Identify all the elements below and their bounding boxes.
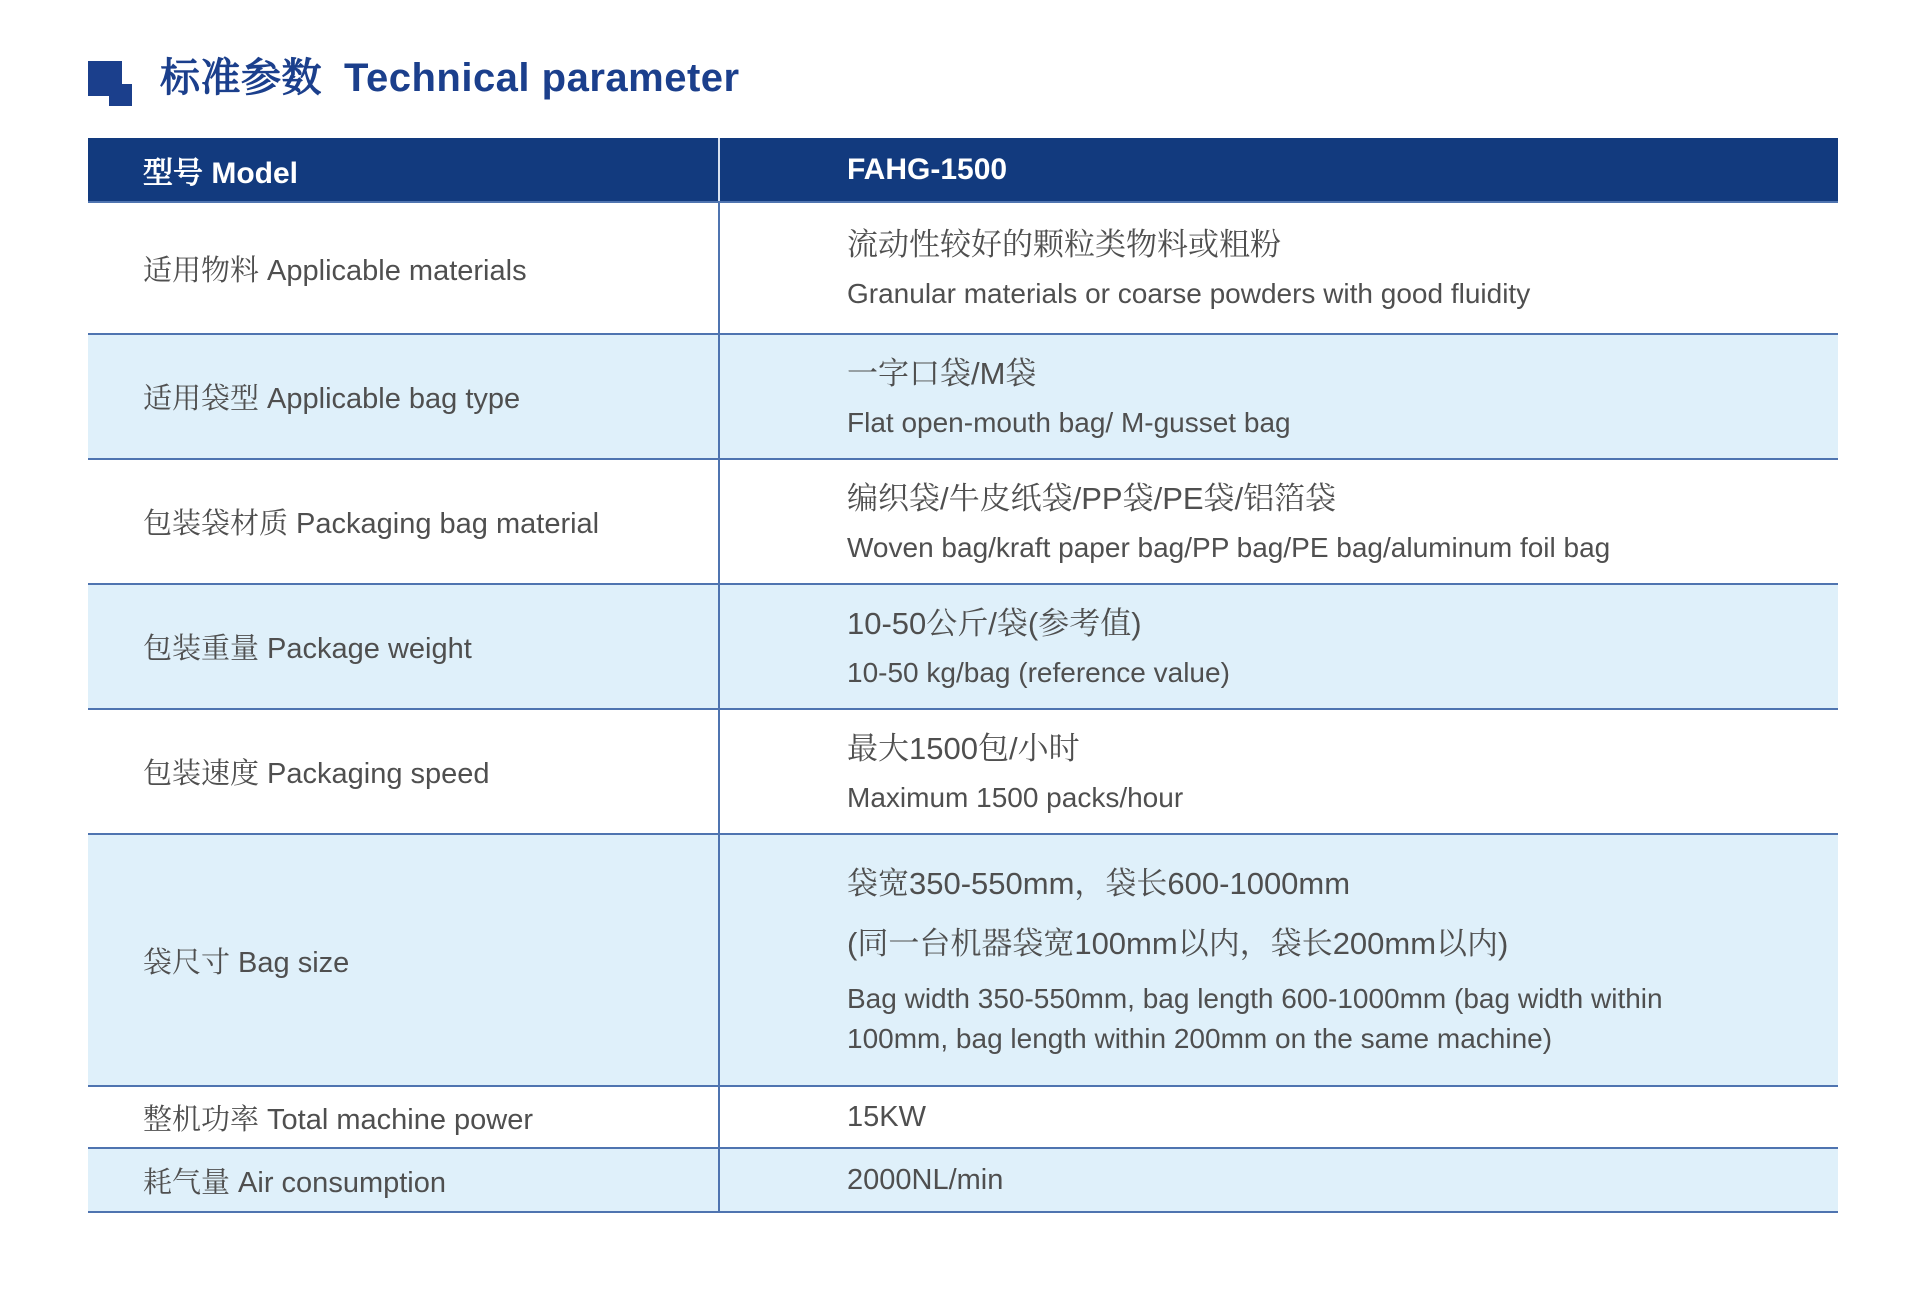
value-en-line2: 100mm, bag length within 200mm on the same machine): [847, 1023, 1553, 1054]
row-label: 适用袋型 Applicable bag type: [88, 335, 720, 458]
header-model-label: 型号 Model: [88, 138, 720, 201]
page-title-zh: 标准参数: [160, 56, 322, 100]
model-value-text: FAHG-1500: [847, 152, 1008, 186]
table-row: [88, 1147, 1838, 1211]
page-title: [160, 46, 740, 103]
table-row: [88, 708, 1838, 833]
value-en: Granular materials or coarse powders with good fluidity: [847, 278, 1531, 309]
page-title-en: Technical parameter: [344, 56, 740, 100]
value-zh-line2: (同一台机器袋宽100mm以内，袋长200mm以内): [847, 926, 1509, 961]
value-zh: 一字口袋/M袋: [847, 355, 1037, 391]
technical-parameter-table: [88, 138, 1838, 1213]
row-value: [720, 835, 1838, 1085]
row-value: [720, 1149, 1838, 1211]
row-label: 耗气量 Air consumption: [88, 1149, 720, 1211]
value-en: Maximum 1500 packs/hour: [847, 781, 1184, 813]
blocks-icon-small-square: [109, 84, 132, 106]
value-text: 15KW: [847, 1100, 926, 1133]
value-en: 10-50 kg/bag (reference value): [847, 656, 1230, 688]
value-zh: 最大1500包/小时: [847, 730, 1080, 766]
row-value: [720, 460, 1838, 583]
table-header-row: [88, 138, 1838, 201]
row-label: 包装速度 Packaging speed: [88, 710, 720, 833]
value-zh-line1: 袋宽350-550mm，袋长600-1000mm: [847, 866, 1351, 901]
row-label: 包装重量 Package weight: [88, 585, 720, 708]
value-en: Flat open-mouth bag/ M-gusset bag: [847, 406, 1291, 438]
value-zh: 流动性较好的颗粒类物料或粗粉: [847, 227, 1281, 262]
table-row: [88, 458, 1838, 583]
row-value: [720, 335, 1838, 458]
table-row: [88, 833, 1838, 1085]
value-en: Woven bag/kraft paper bag/PP bag/PE bag/aluminum foil bag: [847, 531, 1611, 563]
table-row: [88, 1085, 1838, 1147]
header-model-value: [720, 138, 1838, 201]
value-zh: 10-50公斤/袋(参考值): [847, 605, 1142, 641]
row-label: 适用物料 Applicable materials: [88, 203, 720, 333]
row-value: [720, 585, 1838, 708]
value-en-line1: Bag width 350-550mm, bag length 600-1000mm (bag width within: [847, 983, 1663, 1014]
row-value: [720, 203, 1838, 333]
row-label: 袋尺寸 Bag size: [88, 835, 720, 1085]
blocks-icon: [88, 51, 134, 99]
table-row: [88, 333, 1838, 458]
table-row: [88, 201, 1838, 333]
value-zh: 编织袋/牛皮纸袋/PP袋/PE袋/铝箔袋: [847, 480, 1337, 516]
section-title: [88, 46, 740, 103]
row-label: 整机功率 Total machine power: [88, 1087, 720, 1147]
table-row: [88, 583, 1838, 708]
row-value: [720, 1087, 1838, 1147]
value-text: 2000NL/min: [847, 1163, 1004, 1196]
row-label: 包装袋材质 Packaging bag material: [88, 460, 720, 583]
row-value: [720, 710, 1838, 833]
